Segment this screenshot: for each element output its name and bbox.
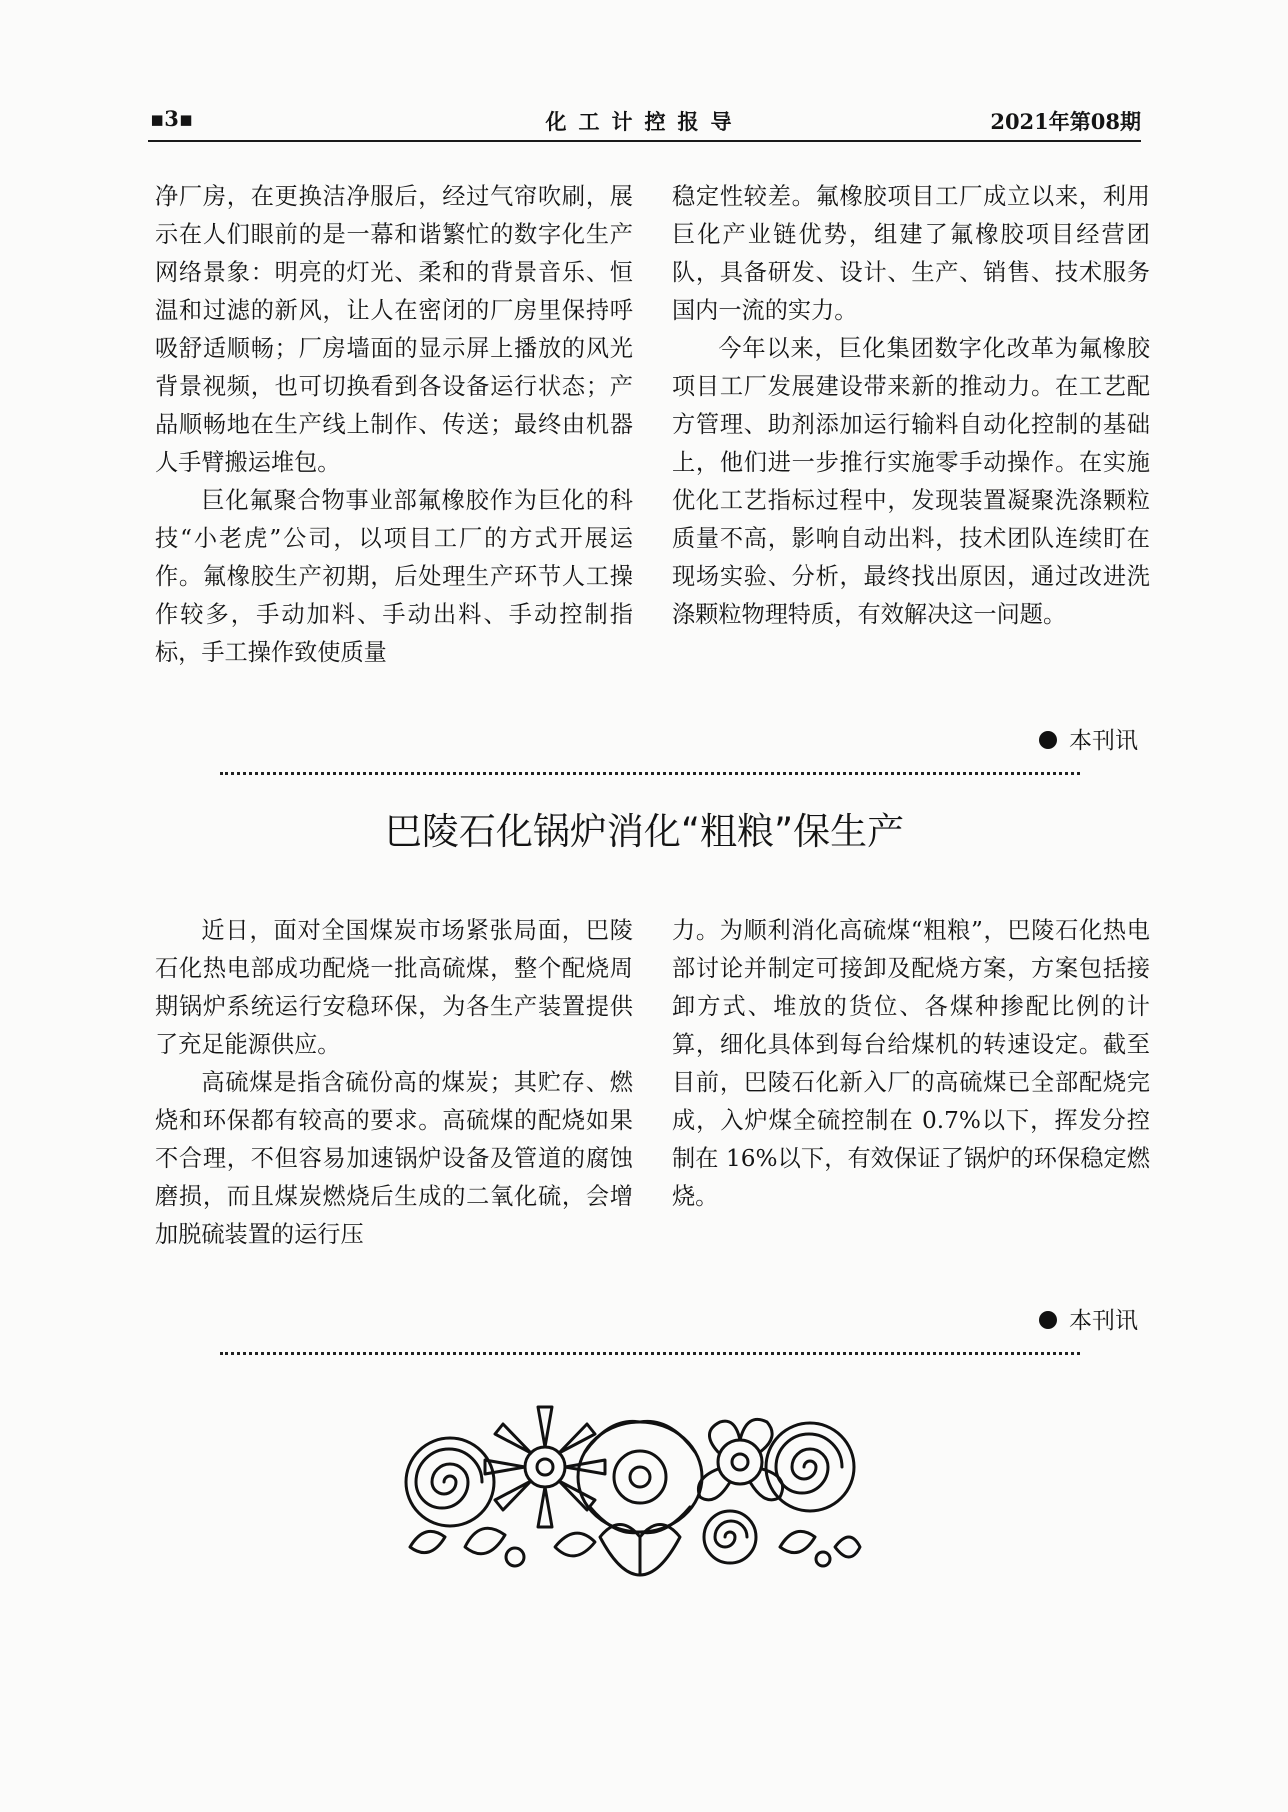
- bullet-dot-icon: [1039, 1311, 1057, 1329]
- publication-title: 化工计控报导: [545, 109, 744, 134]
- paragraph: 今年以来，巨化集团数字化改革为氟橡胶项目工厂发展建设带来新的推动力。在工艺配方管理、助剂添加运行输料自动化控制的基础上，他们进一步推行实施零手动操作。在实施优化工艺指标过程中，发现装置凝聚洗涤颗粒质量不高，影响自动出料，技术团队连续盯在现场实验、分析，最终找出原因，通过改进洗涤颗粒物理特质，有效解决这一问题。: [672, 335, 1150, 628]
- paragraph: 近日，面对全国煤炭市场紧张局面，巴陵石化热电部成功配烧一批高硫煤，整个配烧周期锅炉系统运行安稳环保，为各生产装置提供了充足能源供应。: [155, 917, 633, 1058]
- flower-border-illustration-icon: [395, 1397, 865, 1582]
- paragraph: 巨化氟聚合物事业部氟橡胶作为巨化的科技“小老虎”公司，以项目工厂的方式开展运作。氟橡胶生产初期，后处理生产环节人工操作较多，手动加料、手动出料、手动控制指标，手工操作致使质量: [155, 487, 633, 666]
- article2-headline: 巴陵石化锅炉消化“粗粮”保生产: [384, 810, 905, 853]
- paragraph: 力。为顺利消化高硫煤“粗粮”，巴陵石化热电部讨论并制定可接卸及配烧方案，方案包括接卸方式、堆放的货位、各煤种掺配比例的计算，细化具体到每台给煤机的转速设定。截至目前，巴陵石化新入厂的高硫煤已全部配烧完成，入炉煤全硫控制在 0.7%以下，挥发分控制在 16%以下，有效保证了锅炉的环保稳定燃烧。: [672, 917, 1150, 1210]
- article2-byline: [1039, 1302, 1138, 1335]
- dotted-divider: [220, 772, 1080, 775]
- dotted-divider: [220, 1352, 1080, 1355]
- article1-left-column: [155, 178, 633, 672]
- byline-text: 本刊讯: [1069, 728, 1138, 754]
- paragraph: 稳定性较差。氟橡胶项目工厂成立以来，利用巨化产业链优势，组建了氟橡胶项目经营团队，具备研发、设计、生产、销售、技术服务国内一流的实力。: [672, 183, 1150, 324]
- article2-right-column: [672, 912, 1150, 1216]
- article2-left-column: [155, 912, 633, 1254]
- issue-label: 2021年第08期: [990, 109, 1141, 134]
- page-number: ▪3▪: [150, 106, 194, 131]
- byline-text: 本刊讯: [1069, 1308, 1138, 1334]
- bullet-dot-icon: [1039, 731, 1057, 749]
- article1-byline: [1039, 722, 1138, 755]
- article1-right-column: [672, 178, 1150, 634]
- page-header: [148, 104, 1141, 142]
- paragraph: 净厂房，在更换洁净服后，经过气帘吹刷，展示在人们眼前的是一幕和谐繁忙的数字化生产网络景象：明亮的灯光、柔和的背景音乐、恒温和过滤的新风，让人在密闭的厂房里保持呼吸舒适顺畅；厂房墙面的显示屏上播放的风光背景视频，也可切换看到各设备运行状态；产品顺畅地在生产线上制作、传送；最终由机器人手臂搬运堆包。: [155, 183, 633, 476]
- paragraph: 高硫煤是指含硫份高的煤炭；其贮存、燃烧和环保都有较高的要求。高硫煤的配烧如果不合理，不但容易加速锅炉设备及管道的腐蚀磨损，而且煤炭燃烧后生成的二氧化硫，会增加脱硫装置的运行压: [155, 1069, 633, 1248]
